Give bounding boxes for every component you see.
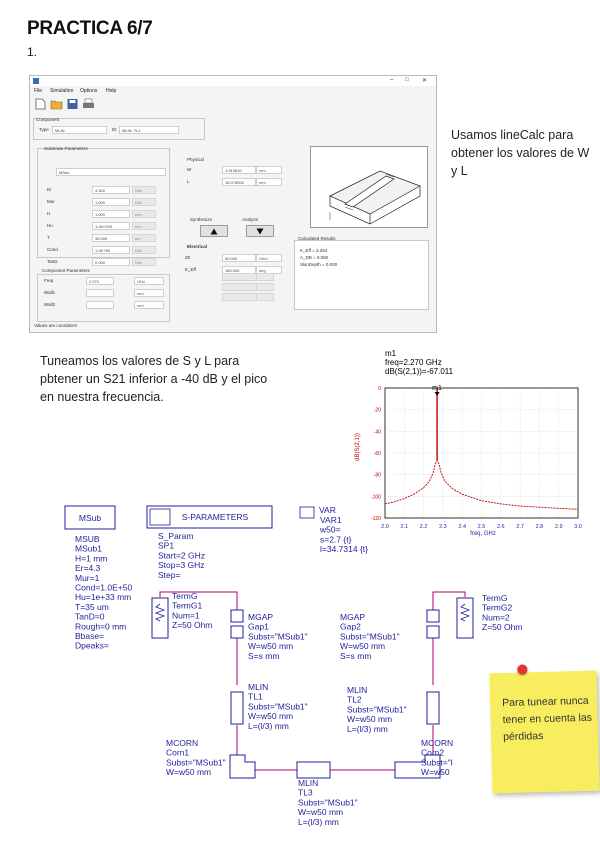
schematic-param-text: MGAP <box>340 612 366 622</box>
param-unit-select[interactable]: N/A <box>132 258 156 266</box>
pin-icon <box>517 664 527 674</box>
note-linecalc: Usamos lineCalc para obtener los valores de W y L <box>451 128 590 178</box>
sparam-icon <box>150 509 170 525</box>
schematic-param-text: W=w50 mm <box>248 711 294 722</box>
term2-symbol <box>457 598 473 638</box>
sticky-text: Para tunear nunca tener en cuenta las pérdidas <box>502 694 593 744</box>
menu-file[interactable]: File <box>34 88 43 94</box>
print-icon[interactable] <box>82 98 95 110</box>
y-tick-label: -100 <box>370 494 381 501</box>
schematic-param-text: TL1 <box>248 691 263 702</box>
x-tick-label: 2.9 <box>554 524 563 530</box>
schematic-param-text: Subst="MSub1" <box>166 757 226 768</box>
var-header: VAR <box>319 505 336 515</box>
param-unit-select[interactable]: mm <box>256 166 282 174</box>
param-value-field[interactable]: 35.000 <box>92 234 130 242</box>
disabled-field <box>222 293 258 301</box>
x-tick-label: 2.3 <box>439 524 447 530</box>
tl1-symbol <box>231 692 243 724</box>
new-file-icon[interactable] <box>34 98 47 110</box>
schematic-param-text: MLIN <box>298 778 319 788</box>
param-label: E_Eff <box>185 267 196 272</box>
schematic-param-text: VAR1 <box>320 515 342 525</box>
schematic-param-text: Num=2 <box>482 612 510 623</box>
sparam-params <box>158 531 205 580</box>
schematic-param-text: W=w50 mm <box>248 641 294 652</box>
schematic-param-text: H=1 mm <box>75 553 108 564</box>
schematic-param-text: MSUB <box>75 534 100 544</box>
param-value-field[interactable]: 0.000 <box>92 258 130 266</box>
schematic-param-text: l=34.7314 {t} <box>320 544 368 555</box>
gap2-params <box>340 612 400 661</box>
schematic-param-text: TermG <box>172 591 198 601</box>
var-icon <box>300 507 314 518</box>
window-titlebar <box>30 76 436 86</box>
param-value-field[interactable]: 180.000 <box>222 266 256 274</box>
schematic-param-text: L=(l/3) mm <box>347 723 388 734</box>
minimize-button[interactable]: – <box>390 77 394 83</box>
substrate-group-label: Substrate Parameters <box>44 146 88 151</box>
schematic-param-text: Er=4.3 <box>75 563 101 574</box>
linecalc-window <box>29 75 437 333</box>
param-unit-select[interactable]: N/A <box>132 186 156 194</box>
menu-options[interactable]: Options <box>80 88 98 94</box>
corn1-params <box>166 738 226 777</box>
schematic-param-text: S=s mm <box>340 650 372 661</box>
schematic-param-text: Mur=1 <box>75 572 100 583</box>
param-unit-select[interactable]: mm <box>256 178 282 186</box>
schematic-param-text: Step= <box>158 569 181 580</box>
app-icon <box>33 78 39 84</box>
schematic-param-text: TermG <box>482 593 508 603</box>
disabled-unit <box>256 293 274 301</box>
results-label: Calculated Results <box>298 236 336 241</box>
schematic-param-text: W=w50 mm <box>298 807 344 818</box>
component-group-label: Component <box>36 117 60 122</box>
schematic-param-text: TL2 <box>347 694 362 705</box>
disabled-field <box>222 273 258 281</box>
y-tick-label: -120 <box>370 516 381 522</box>
param-value-field[interactable]: 1.000 <box>92 198 130 206</box>
param-label: W <box>187 167 192 172</box>
schematic-param-text: Stop=3 GHz <box>158 560 205 571</box>
param-unit-select[interactable]: mm <box>134 289 164 297</box>
synthesize-label: Synthesize <box>190 217 213 222</box>
x-axis-label: freq, GHz <box>470 531 496 537</box>
var-params <box>319 515 368 554</box>
note-tune: Tuneamos los valores de S y L para pbtener un S21 inferior a -40 dB y el pico en nuestra frecuencia. <box>40 354 268 404</box>
tl2-symbol <box>427 692 439 724</box>
x-tick-label: 2.4 <box>458 524 467 530</box>
wires <box>160 592 465 770</box>
param-value-field[interactable]: 4.300 <box>92 186 130 194</box>
y-tick-label: 0 <box>378 386 381 392</box>
schematic-param-text: Num=1 <box>172 610 200 621</box>
schematic-param-text: s=2.7 {t} <box>320 534 352 545</box>
schematic-param-text: Subst="MSub1" <box>340 631 400 642</box>
schematic-param-text: Subst="MSub1" <box>248 701 308 712</box>
msub-header: MSub <box>78 513 102 523</box>
y-tick-label: -40 <box>373 429 381 436</box>
msub-params <box>75 534 132 651</box>
arrow-down-icon <box>256 228 264 235</box>
param-label: Wall1 <box>44 290 56 295</box>
x-tick-label: 2.7 <box>516 524 524 530</box>
electrical-label: Electrical <box>187 244 208 249</box>
param-value-field[interactable]: 1.000 <box>92 210 130 218</box>
schematic-param-text: TermG2 <box>482 602 513 613</box>
tl2-params <box>347 685 407 734</box>
param-unit-select[interactable]: Ohm <box>256 254 282 262</box>
schematic-param-text: MLIN <box>347 685 368 695</box>
marker-label: m1 <box>432 385 442 392</box>
schematic-param-text: Cond=1.0E+50 <box>75 582 133 593</box>
param-unit-select[interactable]: N/A <box>132 246 156 254</box>
schematic-param-text: L=(l/3) mm <box>248 720 289 731</box>
param-value-field[interactable]: 1.0E+50 <box>92 246 130 254</box>
param-unit-select[interactable]: mm <box>134 301 164 309</box>
schematic-param-text: TermG1 <box>172 600 203 611</box>
tl1-params <box>248 682 308 731</box>
analyze-button[interactable] <box>246 225 274 237</box>
y-tick-label: -60 <box>373 451 381 457</box>
schematic-param-text: W=w50 mm <box>340 641 386 652</box>
id-select[interactable]: MLIN: TL1 <box>119 126 179 134</box>
param-unit-select[interactable]: mm <box>132 222 156 230</box>
schematic-param-text: Rough=0 mm <box>75 621 127 632</box>
schematic-param-text: S=s mm <box>248 650 280 661</box>
marker-name: m1 <box>385 349 397 358</box>
corn1-symbol <box>230 755 255 778</box>
schematic-param-text: Subst="l <box>421 757 453 768</box>
gap1-params <box>248 612 308 661</box>
result-adb: A_DB = 0.000 <box>300 255 329 260</box>
open-folder-icon[interactable] <box>50 98 63 110</box>
sparam-header: S-PARAMETERS <box>181 512 249 522</box>
param-value-field[interactable]: 18.078500 <box>222 178 256 186</box>
close-button[interactable]: ✕ <box>422 78 428 84</box>
param-label: Wall2 <box>44 302 56 307</box>
component-params-label: Component Parameters <box>42 268 90 273</box>
schematic-param-text: MGAP <box>248 612 274 622</box>
schematic-param-text: Hu=1e+33 mm <box>75 592 132 603</box>
param-label: H <box>47 211 51 216</box>
schematic-param-text: MCORN <box>421 738 454 748</box>
item-number: 1. <box>27 45 38 59</box>
term2-params <box>482 593 522 632</box>
marker-freq: freq=2.270 GHz <box>385 358 442 367</box>
tl3-params <box>298 778 358 827</box>
corn2-params <box>421 738 453 777</box>
x-tick-label: 2.0 <box>381 524 389 530</box>
menu-help[interactable]: Help <box>106 88 117 94</box>
schematic-param-text: Bbase= <box>75 631 105 641</box>
id-label: ID <box>112 127 117 132</box>
param-label: Cond <box>47 247 58 252</box>
schematic-param-text: Z=50 Ohm <box>482 622 523 633</box>
param-value-field[interactable]: 1.913610 <box>222 166 256 174</box>
param-label: TanD <box>47 259 58 264</box>
gap1-symbol <box>231 610 243 638</box>
schematic-param-text: Gap1 <box>248 621 269 632</box>
schematic-param-text: Subst="MSub1" <box>298 797 358 808</box>
schematic-param-text: T=35 um <box>75 601 109 612</box>
param-value-field[interactable]: 2.270 <box>86 277 114 285</box>
schematic-param-text: Subst="MSub1" <box>347 704 407 715</box>
schematic-param-text: Subst="MSub1" <box>248 631 308 642</box>
marker-value: dB(S(2,1))=-67.011 <box>385 367 454 376</box>
schematic-param-text: Dpeaks= <box>75 640 109 651</box>
schematic-param-text: SP1 <box>158 540 175 551</box>
term1-params <box>172 591 212 630</box>
param-value-field[interactable]: 1.0e+033 <box>92 222 130 230</box>
schematic-param-text: Gap2 <box>340 621 361 632</box>
schematic-param-text: W=w50 <box>421 767 450 778</box>
y-tick-label: -80 <box>373 472 381 479</box>
type-select[interactable]: MLIN <box>52 126 107 134</box>
gap2-symbol <box>427 610 439 638</box>
param-unit-select[interactable]: um <box>132 234 156 242</box>
param-unit-select[interactable]: GHz <box>134 277 164 285</box>
arrow-up-icon <box>210 228 218 235</box>
schematic-param-text: W=w50 mm <box>166 767 212 778</box>
analyze-label: Analyze <box>242 217 259 222</box>
param-unit-select[interactable]: mm <box>132 210 156 218</box>
microstrip-diagram <box>310 146 428 228</box>
schematic-param-text: Corn2 <box>421 747 445 758</box>
schematic-param-text: MSub1 <box>75 543 102 554</box>
schematic-param-text: Corn1 <box>166 747 190 758</box>
param-label: Er <box>47 187 52 192</box>
x-tick-label: 2.2 <box>419 524 428 530</box>
param-value-field[interactable] <box>86 289 114 297</box>
tl3-symbol <box>297 762 330 778</box>
x-tick-label: 2.6 <box>496 524 505 530</box>
save-icon[interactable] <box>66 98 79 110</box>
schematic-param-text: L=(l/3) mm <box>298 816 339 827</box>
param-value-field[interactable]: 50.000 <box>222 254 256 262</box>
param-label: Freq <box>44 278 54 283</box>
x-tick-label: 3.0 <box>574 524 582 530</box>
param-label: Hu <box>47 223 53 228</box>
synthesize-button[interactable] <box>200 225 228 237</box>
x-tick-label: 2.8 <box>535 524 544 530</box>
status-text: Values are consistent <box>34 323 77 328</box>
param-label: T <box>47 235 50 240</box>
maximize-button[interactable]: □ <box>405 77 409 83</box>
menu-simulation[interactable]: Simulation <box>50 88 74 94</box>
schematic-param-text: S_Param <box>158 531 194 541</box>
param-value-field[interactable] <box>86 301 114 309</box>
schematic-param-text: MCORN <box>166 738 199 748</box>
result-skindepth: SkinDepth = 0.000 <box>300 262 338 267</box>
page-title: PRACTICA 6/7 <box>27 18 153 39</box>
param-label: Z0 <box>185 255 191 260</box>
type-label: Type <box>39 127 49 132</box>
disabled-unit <box>256 283 274 291</box>
schematic-param-text: MLIN <box>248 682 269 692</box>
param-unit-select[interactable]: N/A <box>132 198 156 206</box>
disabled-field <box>222 283 258 291</box>
physical-label: Physical <box>187 157 204 162</box>
schematic-param-text: Z=50 Ohm <box>172 620 213 631</box>
schematic-param-text: Start=2 GHz <box>158 550 206 561</box>
schematic-param-text: TanD=0 <box>75 611 105 622</box>
sticky-note <box>489 671 599 794</box>
param-unit-select[interactable]: deg <box>256 266 282 274</box>
substrate-select[interactable]: MSub <box>56 168 166 176</box>
term1-symbol <box>152 598 168 638</box>
result-keff: K_Eff = 3.254 <box>300 248 328 253</box>
param-label: L <box>187 179 190 184</box>
disabled-unit <box>256 273 274 281</box>
x-tick-label: 2.1 <box>400 524 409 530</box>
x-tick-label: 2.5 <box>477 524 486 530</box>
param-label: Mur <box>47 199 55 204</box>
y-axis-label: dB(S(2,1)) <box>355 433 361 461</box>
schematic-param-text: TL3 <box>298 787 313 798</box>
y-tick-label: -20 <box>373 407 381 414</box>
schematic-param-text: W=w50 mm <box>347 714 393 725</box>
schematic-param-text: w50= <box>320 524 341 535</box>
